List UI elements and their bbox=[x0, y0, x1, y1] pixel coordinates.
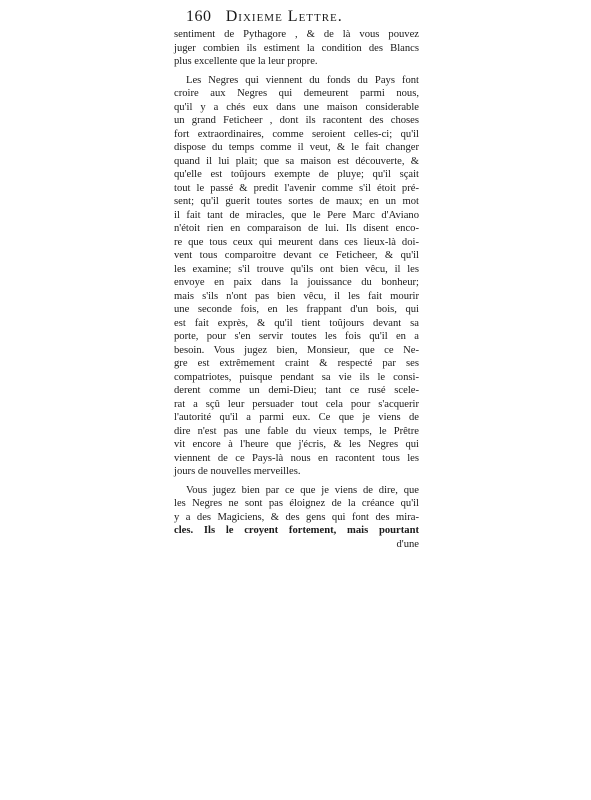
text-line: quand il lui plait; que sa maison est découverte, & bbox=[174, 155, 419, 167]
text-line: n'étoit rien en comparaison de lui. Ils disent enco- bbox=[174, 223, 419, 234]
text-line: qu'elle est toûjours exempte de pluye; qu'il sçait bbox=[174, 169, 419, 180]
text-line: juger combien ils estiment la condition des Blancs bbox=[174, 42, 419, 54]
paragraph-2 bbox=[174, 74, 419, 479]
text-line: vit encore à l'heure que j'écris, & les Negres qui bbox=[174, 439, 419, 450]
text-line: jours de nouvelles merveilles. bbox=[174, 466, 301, 477]
text-line: les Negres ne sont pas éloignez de la créance qu'il bbox=[174, 498, 419, 509]
text-line: un grand Fetichеer , dont ils racontent des choses bbox=[174, 115, 419, 126]
text-line: gre est extrêmement craint & respecté par ses bbox=[174, 358, 419, 369]
paragraph-1 bbox=[174, 28, 419, 69]
text-line: qu'il y a chés eux dans une maison considerable bbox=[174, 101, 419, 113]
text-line: envoye en paix dans la jouissance du bonheur; bbox=[174, 277, 419, 288]
text-line: les examine; s'il trouve qu'ils ont bien vêcu, il les bbox=[174, 263, 419, 275]
text-line: une seconde fois, en les frappant d'un bois, qui bbox=[174, 304, 419, 315]
page-header bbox=[186, 8, 426, 30]
text-line: Les Negres qui viennent du fonds du Pays font bbox=[186, 74, 419, 86]
text-line: dispose du temps comme il veut, & le fait changer bbox=[174, 142, 419, 153]
text-line: rat a sçû leur persuader tout cela pour s'acquerir bbox=[174, 398, 419, 410]
text-line: tout le passé & predit l'avenir comme s'il étoit pré- bbox=[174, 182, 419, 194]
text-line: dire n'est pas une fable du vieux temps, le Prêtre bbox=[174, 425, 419, 437]
text-line: re que tous ceux qui meurent dans ces lieux-là doi- bbox=[174, 236, 419, 248]
text-line: mais s'ils n'ont pas bien vêcu, il les fait mourir bbox=[174, 290, 419, 302]
page-number: 160 bbox=[186, 8, 212, 25]
text-line: porte, pour s'en servir toutes les fois qu'il en a bbox=[174, 331, 419, 342]
catchword: d'une bbox=[396, 538, 419, 550]
text-line: besoin. Vous jugez bien, Monsieur, que ce Ne- bbox=[174, 344, 419, 356]
text-line: croire aux Negres qui demeurent parmi nous, bbox=[174, 88, 419, 99]
text-line: y a des Magiciens, & des gens qui font des mira- bbox=[174, 511, 419, 523]
text-line: sent; qu'il guerit toutes sortes de maux; en un mot bbox=[174, 196, 419, 207]
text-line: est fait exprès, & qu'il tient toûjours devant sa bbox=[174, 317, 419, 329]
running-title: Dixieme Lettre. bbox=[225, 8, 343, 25]
text-line: l'autorité qu'il a parmi eux. Ce que je viens de bbox=[174, 412, 419, 423]
text-line: plus excellente que la leur propre. bbox=[174, 56, 318, 67]
text-line: compatriotes, puisque pendant sa vie ils le consi- bbox=[174, 371, 419, 383]
body-text bbox=[174, 28, 419, 551]
text-line: Vous jugez bien par ce que je viens de dire, que bbox=[186, 484, 419, 496]
text-line: viennent de ce Pays-là nous en racontent tous les bbox=[174, 452, 419, 464]
text-line: fort extraordinaires, comme seroient celles-ci; qu'il bbox=[174, 128, 419, 140]
text-line: cles. Ils le croyent fortement, mais pourtant bbox=[174, 525, 419, 536]
text-line: derent comme un demi-Dieu; tant ce rusé scele- bbox=[174, 385, 419, 396]
text-line: il fait tant de miracles, que le Pere Marc d'Aviano bbox=[174, 209, 419, 221]
text-line: vent tous comparoitre devant ce Fetichеer, & qu'il bbox=[174, 250, 419, 261]
paragraph-3 bbox=[174, 484, 419, 538]
text-line: sentiment de Pythagore , & de là vous pouvez bbox=[174, 29, 419, 40]
